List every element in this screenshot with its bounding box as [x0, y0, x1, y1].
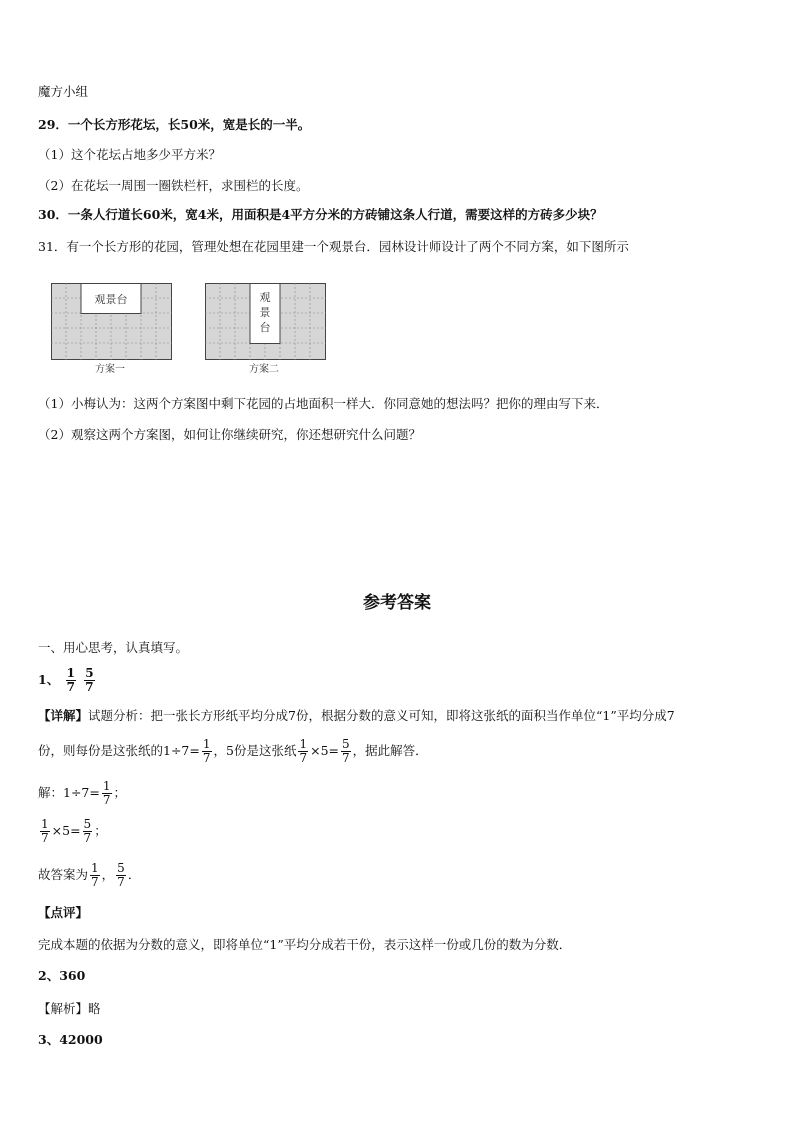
answers-section-1: 一、用心思考，认真填写。: [38, 640, 189, 655]
answers-title: 参考答案: [363, 593, 431, 613]
answer-1: [38, 664, 97, 696]
fraction-five-sevenths: $\frac{5}{7}$: [83, 817, 92, 845]
answer-1-detail-line-2: [38, 734, 428, 768]
question-29: 29．一个长方形花坛，长50米，宽是长的一半。: [38, 117, 311, 132]
answer-2-analysis: 【解析】略: [38, 1001, 101, 1016]
plan-2-diagram: [205, 283, 327, 361]
question-30: 30．一条人行道长60米，宽4米，用面积是4平方分米的方砖铺这条人行道，需要这样的方砖多少块？: [38, 207, 603, 222]
fraction-one-seventh: $\frac{1}{7}$: [299, 737, 308, 765]
detail-tag: 【详解】: [38, 708, 89, 723]
solution-label: 解：1÷7=: [38, 785, 100, 800]
question-31-part-2: （2）观察这两个方案图，如何让你继续研究，你还想研究什么问题？: [38, 427, 421, 442]
fraction-five-sevenths: $\frac{5}{7}$: [342, 737, 350, 765]
question-29-part-2: （2）在花坛一周围一圈铁栏杆，求围栏的长度。: [38, 178, 309, 193]
times-five: ×5=: [51, 823, 81, 838]
answer-2-number: 2、: [38, 968, 60, 983]
question-31: 31．有一个长方形的花园，管理处想在花园里建一个观景台．园林设计师设计了两个不同方案，如下图所示: [38, 239, 629, 254]
fraction-one-seventh: $\frac{1}{7}$: [102, 779, 111, 807]
plan-2-label-char-1: 观: [259, 291, 271, 304]
detail-line-2-c: ×5=: [310, 743, 340, 758]
fraction-one-seventh: $\frac{1}{7}$: [91, 861, 99, 889]
plan-2-label-char-3: 台: [259, 321, 271, 334]
answer-prefix: 故答案为: [38, 867, 89, 882]
answer-1-final: [38, 858, 140, 892]
plan-1-caption: 方案一: [95, 364, 125, 375]
solution-end: ；: [113, 785, 127, 800]
fraction-one-seventh: $\frac{1}{7}$: [41, 817, 49, 845]
answer-3: [38, 1032, 103, 1048]
comma: ，: [101, 867, 115, 882]
plan-1-diagram: [51, 283, 173, 361]
detail-line-2-d: ，据此解答．: [352, 743, 428, 758]
period: ．: [127, 867, 141, 882]
header-note: 魔方小组: [38, 84, 89, 99]
answer-1-number: 1、: [38, 672, 60, 687]
comment-tag: 【点评】: [38, 905, 89, 920]
plan-1-label: 观景台: [94, 293, 128, 306]
comment-text: 完成本题的依据为分数的意义，即将单位“1”平均分成若干份，表示这样一份或几份的数为分数．: [38, 937, 572, 952]
plan-2-caption: 方案二: [249, 364, 279, 375]
fraction-five-sevenths: $\frac{5}{7}$: [85, 666, 94, 694]
answer-1-solution-line-2: [38, 814, 107, 848]
answer-2-value: 360: [59, 968, 86, 983]
detail-text: 试题分析：把一张长方形纸平均分成7份，根据分数的意义可知，即将这张纸的面积当作单位“1”平均分成7: [88, 708, 675, 723]
fraction-one-seventh: $\frac{1}{7}$: [66, 666, 75, 694]
fraction-five-sevenths: $\frac{5}{7}$: [117, 861, 125, 889]
plan-2-label-char-2: 景: [259, 306, 271, 319]
question-29-part-1: （1）这个花坛占地多少平方米？: [38, 147, 221, 162]
fraction-one-seventh: $\frac{1}{7}$: [202, 737, 211, 765]
answer-1-solution-line-1: [38, 776, 126, 810]
solution-end: ；: [94, 823, 107, 838]
question-31-part-1: （1）小梅认为：这两个方案图中剩下花园的占地面积一样大．你同意她的想法吗？把你的理由写下来．: [38, 396, 609, 411]
detail-line-2-b: ，5份是这张纸: [213, 743, 297, 758]
answer-3-value: 42000: [59, 1032, 103, 1047]
answer-2: [38, 968, 85, 984]
answer-1-detail-line-1: [38, 708, 675, 724]
detail-line-2-a: 份，则每份是这张纸的1÷7=: [38, 743, 200, 758]
answer-3-number: 3、: [38, 1032, 60, 1047]
